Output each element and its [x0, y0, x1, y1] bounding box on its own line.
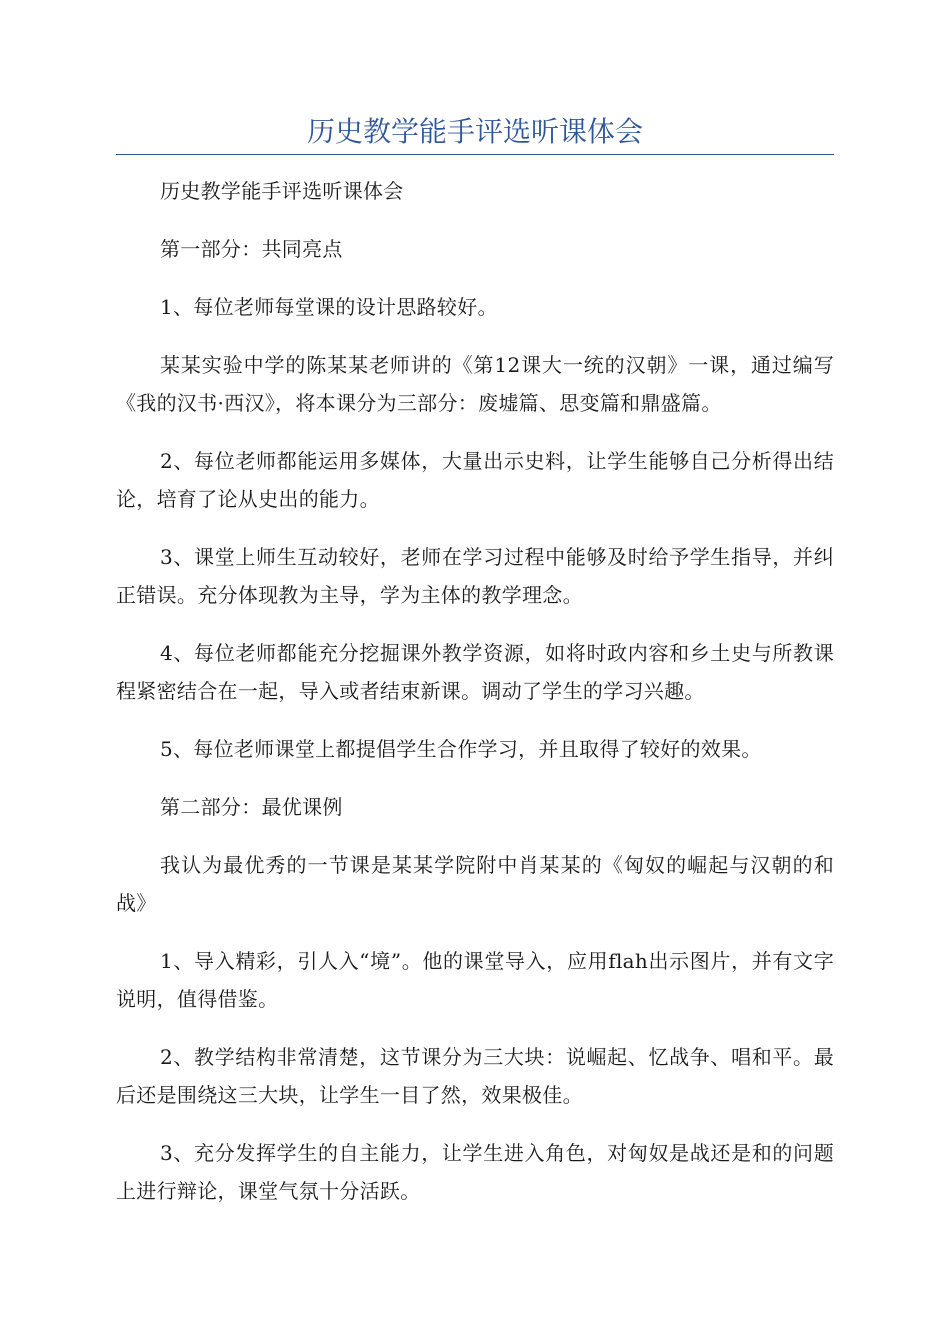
paragraph-example: 某某实验中学的陈某某老师讲的《第12课大一统的汉朝》一课，通过编写《我的汉书·西汉》，将本课分为三部分：废墟篇、思变篇和鼎盛篇。	[116, 353, 834, 415]
paragraph-point-2: 2、每位老师都能运用多媒体，大量出示史料，让学生能够自己分析得出结论，培育了论从史出的能力。	[116, 449, 834, 511]
paragraph-lesson-point-2: 2、教学结构非常清楚，这节课分为三大块：说崛起、忆战争、唱和平。最后还是围绕这三大块，让学生一目了然，效果极佳。	[116, 1045, 834, 1107]
section-heading-part-one: 第一部分：共同亮点	[160, 237, 343, 261]
paragraph-best-lesson: 我认为最优秀的一节课是某某学院附中肖某某的《匈奴的崛起与汉朝的和战》	[116, 853, 834, 915]
paragraph-lesson-point-3: 3、充分发挥学生的自主能力，让学生进入角色，对匈奴是战还是和的问题上进行辩论，课堂气氛十分活跃。	[116, 1141, 834, 1203]
paragraph-point-3: 3、课堂上师生互动较好，老师在学习过程中能够及时给予学生指导，并纠正错误。充分体现教为主导，学为主体的教学理念。	[116, 545, 834, 607]
document-title: 历史教学能手评选听课体会	[306, 115, 643, 148]
section-heading-part-two: 第二部分：最优课例	[160, 795, 343, 819]
paragraph-point-1: 1、每位老师每堂课的设计思路较好。	[160, 295, 498, 319]
paragraph-subtitle: 历史教学能手评选听课体会	[160, 179, 404, 203]
paragraph-point-5: 5、每位老师课堂上都提倡学生合作学习，并且取得了较好的效果。	[160, 737, 762, 761]
paragraph-lesson-point-1: 1、导入精彩，引人入“境”。他的课堂导入，应用flah出示图片，并有文字说明，值得借鉴。	[116, 949, 834, 1011]
title-underline	[116, 154, 834, 155]
document-body	[116, 172, 834, 1230]
paragraph-point-4: 4、每位老师都能充分挖掘课外教学资源，如将时政内容和乡土史与所教课程紧密结合在一起，导入或者结束新课。调动了学生的学习兴趣。	[116, 641, 834, 703]
